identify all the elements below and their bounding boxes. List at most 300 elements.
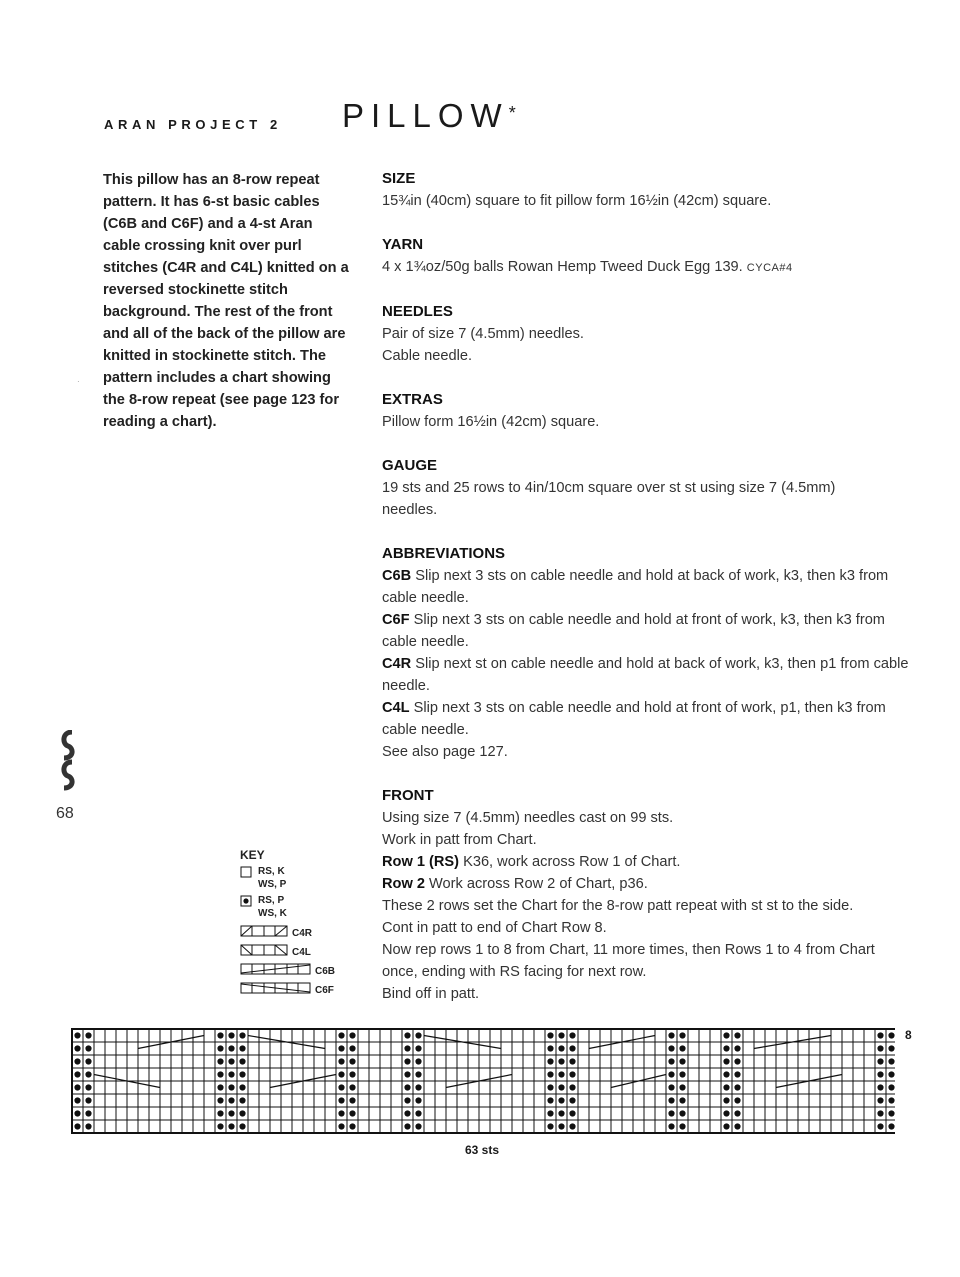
chart-cell [171,1107,182,1120]
chart-cell [127,1042,138,1055]
chart-cell [457,1068,468,1081]
chart-cell [688,1042,699,1055]
purl-dot [668,1071,674,1077]
chart-cell [193,1042,204,1055]
chart-cell [864,1120,875,1133]
purl-dot [338,1045,344,1051]
abbr-code: C6F [382,612,410,628]
chart-cell [501,1094,512,1107]
chart-cell [160,1068,171,1081]
chart-cell [743,1120,754,1133]
chart-cell [138,1120,149,1133]
purl-dot [349,1123,355,1129]
chart-cell [270,1107,281,1120]
chart-cell [149,1120,160,1133]
purl-dot [404,1084,410,1090]
chart-cell [138,1029,149,1042]
chart-cell [435,1055,446,1068]
purl-dot [723,1045,729,1051]
chart-cell [193,1068,204,1081]
chart-cell [281,1055,292,1068]
chart-cell [380,1120,391,1133]
purl-dot [558,1058,564,1064]
chart-cell [853,1042,864,1055]
abbr-code: C4L [382,700,410,716]
chart-cell [468,1068,479,1081]
purl-dot [415,1045,421,1051]
chart-cell [160,1081,171,1094]
chart-cell [523,1081,534,1094]
purl-dot [734,1058,740,1064]
chart-cell [358,1081,369,1094]
chart-cell [281,1068,292,1081]
purl-dot [74,1071,80,1077]
chart-cell [127,1068,138,1081]
chart-cell [644,1107,655,1120]
purl-dot [723,1123,729,1129]
chart-cell [842,1042,853,1055]
chart-cell [292,1055,303,1068]
chart-cell [655,1029,666,1042]
chart-cell [248,1081,259,1094]
chart-cell [776,1029,787,1042]
purl-dot [569,1071,575,1077]
chart-cell [589,1107,600,1120]
chart-cell [501,1042,512,1055]
purl-dot [338,1032,344,1038]
chart-cell [424,1042,435,1055]
purl-dot [404,1032,410,1038]
key-title: KEY [240,848,265,862]
chart-cell [94,1081,105,1094]
size-text: 15¾in (40cm) square to fit pillow form 16½in (42cm) square. [382,193,772,209]
chart-cell [325,1120,336,1133]
gauge-text: 19 sts and 25 rows to 4in/10cm square over st st using size 7 (4.5mm) needles. [382,480,836,518]
row2-text: Work across Row 2 of Chart, p36. [429,876,648,892]
chart-cell [435,1081,446,1094]
purl-dot [349,1058,355,1064]
chart-cell [182,1042,193,1055]
chart-cell [578,1094,589,1107]
chart-cell [578,1081,589,1094]
chart-cell [424,1094,435,1107]
purl-dot [85,1045,91,1051]
chart-cell [204,1029,215,1042]
chart-cell [490,1081,501,1094]
chart-cell [314,1107,325,1120]
yarn-text-line [382,256,922,279]
chart-cell [127,1094,138,1107]
row1-label: Row 1 (RS) [382,854,460,870]
chart-cell [655,1120,666,1133]
abbreviations-heading: ABBREVIATIONS [382,545,506,562]
extras-heading: EXTRAS [382,391,443,408]
front-line-3: These 2 rows set the Chart for the 8-row patt repeat with st st to the side. [382,898,854,914]
chart-cell [204,1081,215,1094]
key-purl-ws: WS, K [258,908,287,919]
chart-cell [248,1068,259,1081]
needles-heading: NEEDLES [382,303,453,320]
abbr-item [382,697,922,741]
chart-cell [842,1107,853,1120]
key-c6b: C6B [315,966,336,977]
purl-dot [569,1045,575,1051]
chart-cell [105,1042,116,1055]
row1-text: K36, work across Row 1 of Chart. [463,854,681,870]
chart-cell [600,1081,611,1094]
chart-cell [127,1029,138,1042]
chart-cell [270,1042,281,1055]
chart-cell [589,1120,600,1133]
chart-cell [633,1081,644,1094]
chart-cell [259,1120,270,1133]
chart-cell [468,1107,479,1120]
purl-dot [668,1032,674,1038]
chart-cell [853,1055,864,1068]
chart-cell [314,1055,325,1068]
chart-cell [688,1029,699,1042]
chart-cell [765,1107,776,1120]
chart-cell [490,1094,501,1107]
chain-cable-icon [58,730,78,792]
chart-cell [853,1094,864,1107]
row2-label: Row 2 [382,876,425,892]
purl-dot [558,1123,564,1129]
chart-cell [182,1120,193,1133]
chart-cell [765,1094,776,1107]
chart-cell [633,1055,644,1068]
chart-cell [369,1029,380,1042]
chart-cell [798,1107,809,1120]
chart-cell [303,1081,314,1094]
chart-cell [424,1081,435,1094]
purl-dot [239,1058,245,1064]
chart-cell [138,1107,149,1120]
purl-dot [85,1123,91,1129]
chart-cell [270,1055,281,1068]
chart-cell [644,1042,655,1055]
purl-dot [415,1097,421,1103]
chart-cell [193,1081,204,1094]
purl-dot [239,1084,245,1090]
chart-cell [292,1094,303,1107]
chart-cell [94,1107,105,1120]
chart-cell [534,1107,545,1120]
chart-cell [391,1107,402,1120]
chart-cell [820,1120,831,1133]
chart-cell [699,1094,710,1107]
purl-dot [679,1123,685,1129]
chart-cell [204,1055,215,1068]
chart-cell [589,1068,600,1081]
purl-dot [349,1032,355,1038]
chart-cell [534,1120,545,1133]
chart-cell [787,1068,798,1081]
chart-cell [743,1029,754,1042]
chart-cell [688,1120,699,1133]
chart-cell [138,1094,149,1107]
chart-cell [655,1055,666,1068]
purl-dot [877,1097,883,1103]
chart-cell [798,1068,809,1081]
chart-cell [831,1055,842,1068]
purl-dot [569,1097,575,1103]
chart-cell [160,1120,171,1133]
chart-cell [864,1094,875,1107]
chart-cell [369,1120,380,1133]
instructions-column [382,168,922,1027]
key-knit-rs: RS, K [258,866,285,877]
chart-cell [303,1042,314,1055]
chart-cell [765,1029,776,1042]
chart-cell [435,1120,446,1133]
purl-dot [734,1097,740,1103]
abbr-text: Slip next 3 sts on cable needle and hold at front of work, p1, then k3 from cable needle. [382,700,886,738]
purl-dot [239,1032,245,1038]
chart-cell [853,1107,864,1120]
chart-cell [479,1120,490,1133]
chart-cell [600,1094,611,1107]
chart-cell [193,1055,204,1068]
chart-cell [820,1107,831,1120]
purl-dot [85,1110,91,1116]
front-section [382,785,922,1005]
chart-cell [512,1042,523,1055]
chart-cell [149,1107,160,1120]
chart-cell [853,1081,864,1094]
chart-cell [710,1107,721,1120]
purl-dot [547,1123,553,1129]
purl-dot [228,1032,234,1038]
title-text: PILLOW [342,97,509,134]
chart-cell [864,1068,875,1081]
purl-dot [679,1110,685,1116]
chart-cell [809,1120,820,1133]
chart-cell [699,1055,710,1068]
purl-dot [74,1045,80,1051]
page-title [342,97,516,135]
chart-cell [699,1068,710,1081]
front-row-1 [382,851,922,873]
chart-cell [380,1107,391,1120]
chart-cell [820,1094,831,1107]
purl-dot [877,1110,883,1116]
chart-cell [358,1042,369,1055]
chart-cell [116,1107,127,1120]
chart-cell [457,1055,468,1068]
purl-dot [338,1084,344,1090]
chart-cell [743,1094,754,1107]
purl-dot [338,1123,344,1129]
purl-dot [547,1110,553,1116]
abbr-text: Slip next 3 sts on cable needle and hold at back of work, k3, then k3 from cable needle. [382,568,889,606]
chart-cell [765,1081,776,1094]
chart-cell [501,1055,512,1068]
chart-cell [127,1055,138,1068]
chart-cell [809,1107,820,1120]
chart-cell [798,1120,809,1133]
purl-dot [723,1058,729,1064]
chart-cell [644,1094,655,1107]
chart-cell [457,1120,468,1133]
needles-line-1: Pair of size 7 (4.5mm) needles. [382,326,584,342]
chart-cell [479,1055,490,1068]
chart-cell [578,1120,589,1133]
key-knit-ws: WS, P [258,879,287,890]
chart-cell [171,1042,182,1055]
chart-cell [842,1120,853,1133]
purl-dot [734,1123,740,1129]
extras-section [382,389,922,433]
chart-cell [127,1120,138,1133]
chart-cell [281,1120,292,1133]
purl-dot [349,1071,355,1077]
chart-cell [303,1055,314,1068]
chart-cell [138,1055,149,1068]
chart-cell [864,1029,875,1042]
chart-cell [435,1094,446,1107]
chart-cell [523,1068,534,1081]
chart-cell [259,1042,270,1055]
chart-cell [105,1055,116,1068]
chart-cell [116,1094,127,1107]
chart-cell [864,1081,875,1094]
chart-cell [523,1055,534,1068]
chart-cell [578,1068,589,1081]
chart-cell [303,1107,314,1120]
purl-dot [228,1110,234,1116]
purl-dot [415,1058,421,1064]
purl-dot [547,1045,553,1051]
chart-cell [424,1120,435,1133]
purl-dot [558,1071,564,1077]
purl-dot [404,1097,410,1103]
chart-cell [809,1094,820,1107]
front-line-5: Now rep rows 1 to 8 from Chart, 11 more times, then Rows 1 to 4 from Chart once, ending with RS facing for next row. [382,942,875,980]
chart-cell [391,1042,402,1055]
chart-cell [116,1055,127,1068]
chart-cell [501,1120,512,1133]
purl-dot [239,1123,245,1129]
key-c4r: C4R [292,928,313,939]
purl-dot [74,1097,80,1103]
chart-cell [391,1081,402,1094]
chart-cell [204,1068,215,1081]
purl-dot [877,1058,883,1064]
purl-dot [668,1045,674,1051]
chart-cell [798,1042,809,1055]
purl-dot [228,1045,234,1051]
chart-cell [512,1068,523,1081]
chart-stitch-count: 63 sts [465,1143,500,1157]
purl-dot [85,1084,91,1090]
abbr-item [382,609,922,653]
chart-cell [94,1029,105,1042]
chart-cell [325,1094,336,1107]
chart-cell [468,1120,479,1133]
chart-cell [754,1068,765,1081]
purl-dot [338,1097,344,1103]
purl-dot [415,1032,421,1038]
chart-cell [138,1068,149,1081]
chart-cell [831,1042,842,1055]
chart-cell [600,1068,611,1081]
chart-cell [94,1120,105,1133]
chart-cell [842,1068,853,1081]
chart-cell [578,1107,589,1120]
purl-dot [217,1045,223,1051]
series-label: ARAN PROJECT 2 [104,117,282,132]
chart-cell [457,1042,468,1055]
chart-cell [270,1094,281,1107]
purl-dot [888,1058,894,1064]
chart-cell [820,1081,831,1094]
chart-cell [281,1107,292,1120]
purl-dot [723,1071,729,1077]
chart-cell [501,1029,512,1042]
chart-cell [182,1068,193,1081]
chart-cell [94,1055,105,1068]
chart-cell [204,1094,215,1107]
chart-cell [380,1081,391,1094]
chart-cell [534,1042,545,1055]
chart-cell [512,1094,523,1107]
purl-dot [723,1110,729,1116]
chart-cell [193,1094,204,1107]
chart-cell [369,1042,380,1055]
chart-cell [523,1029,534,1042]
purl-dot [404,1058,410,1064]
purl-dot [888,1110,894,1116]
purl-dot [338,1110,344,1116]
chart-cell [446,1094,457,1107]
stitch-chart [70,1027,895,1144]
purl-dot [228,1058,234,1064]
chart-cell [468,1055,479,1068]
purl-dot [877,1045,883,1051]
chart-cell [435,1042,446,1055]
chart-cell [479,1042,490,1055]
gauge-section [382,455,922,521]
purl-dot [349,1097,355,1103]
chart-grid [70,1027,895,1139]
chart-cell [600,1055,611,1068]
chart-cell [842,1094,853,1107]
chart-cell [864,1107,875,1120]
chart-cell [644,1120,655,1133]
chart-cell [688,1081,699,1094]
abbr-code: C6B [382,568,412,584]
key-c4l: C4L [292,947,311,958]
chart-cell [435,1029,446,1042]
purl-dot [558,1032,564,1038]
chart-cell [644,1055,655,1068]
purl-dot [558,1097,564,1103]
chart-cell [94,1042,105,1055]
chart-cell [787,1094,798,1107]
chart-cell [369,1081,380,1094]
purl-dot [228,1084,234,1090]
chart-cell [600,1120,611,1133]
purl-dot [668,1123,674,1129]
chart-cell [116,1042,127,1055]
chart-cell [534,1055,545,1068]
chart-cell [820,1055,831,1068]
purl-dot [74,1123,80,1129]
chart-cell [534,1029,545,1042]
chart-cell [182,1094,193,1107]
chart-cell [424,1068,435,1081]
